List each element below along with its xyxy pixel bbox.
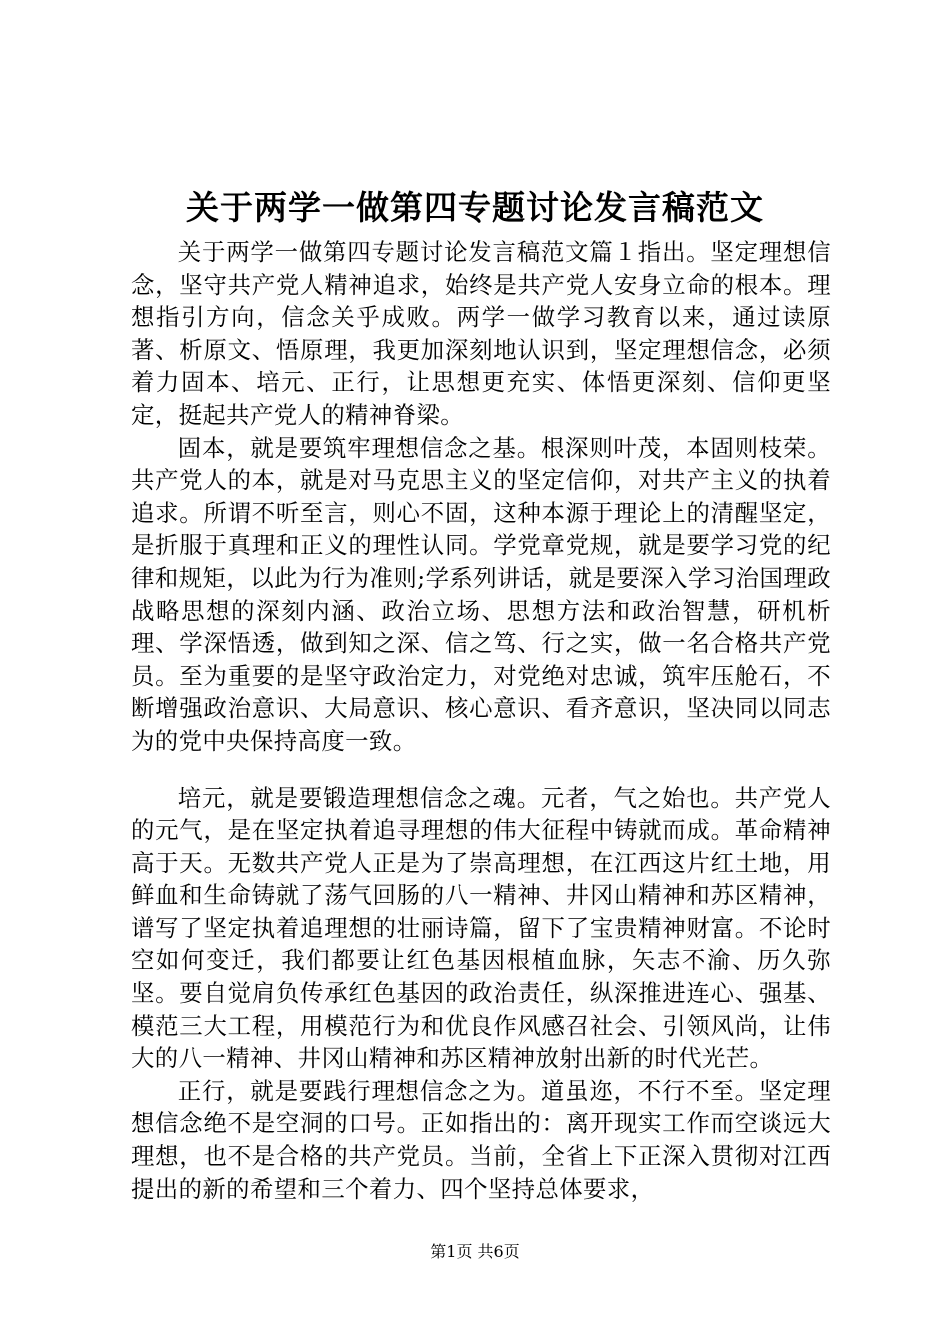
document-title: 关于两学一做第四专题讨论发言稿范文 bbox=[186, 188, 764, 227]
paragraph-3: 培元，就是要锻造理想信念之魂。元者，气之始也。共产党人的元气，是在坚定执着追寻理想的伟大征程中铸就而成。革命精神高于天。无数共产党人正是为了崇高理想，在江西这片红土地，用鲜血和生命铸就了荡气回肠的八一精神、井冈山精神和苏区精神，谱写了坚定执着追理想的壮丽诗篇，留下了宝贵精神财富。不论时空如何变迁，我们都要让红色基因根植血脉，矢志不渝、历久弥坚。要自觉肩负传承红色基因的政治责任，纵深推进连心、强基、模范三大工程，用模范行为和优良作风感召社会、引领风尚，让伟大的八一精神、井冈山精神和苏区精神放射出新的时代光芒。 bbox=[131, 783, 831, 1073]
paragraph-2: 固本，就是要筑牢理想信念之基。根深则叶茂，本固则枝荣。共产党人的本，就是对马克思主义的坚定信仰，对共产主义的执着追求。所谓不听至言，则心不固，这种本源于理论上的清醒坚定，是折服于真理和正义的理性认同。学党章党规，就是要学习党的纪律和规矩，以此为行为准则;学系列讲话，就是要深入学习治国理政战略思想的深刻内涵、政治立场、思想方法和政治智慧，研机析理、学深悟透，做到知之深、信之笃、行之实，做一名合格共产党员。至为重要的是坚守政治定力，对党绝对忠诚，筑牢压舱石，不断增强政治意识、大局意识、核心意识、看齐意识，坚决同以同志为的党中央保持高度一致。 bbox=[131, 433, 831, 755]
paragraph-spacer bbox=[131, 758, 831, 782]
paragraph-1: 关于两学一做第四专题讨论发言稿范文篇１指出。坚定理想信念，坚守共产党人精神追求，始终是共产党人安身立命的根本。理想指引方向，信念关乎成败。两学一做学习教育以来，通过读原著、析原文、悟原理，我更加深刻地认识到，坚定理想信念，必须着力固本、培元、正行，让思想更充实、体悟更深刻、信仰更坚定，挺起共产党人的精神脊梁。 bbox=[131, 238, 831, 429]
document-body bbox=[131, 236, 831, 1205]
page-footer: 第1页 共6页 bbox=[430, 1242, 520, 1261]
paragraph-4: 正行，就是要践行理想信念之为。道虽迩，不行不至。坚定理想信念绝不是空洞的口号。正如指出的：离开现实工作而空谈远大理想，也不是合格的共产党员。当前，全省上下正深入贯彻对江西提出的新的希望和三个着力、四个坚持总体要求， bbox=[131, 1076, 831, 1203]
